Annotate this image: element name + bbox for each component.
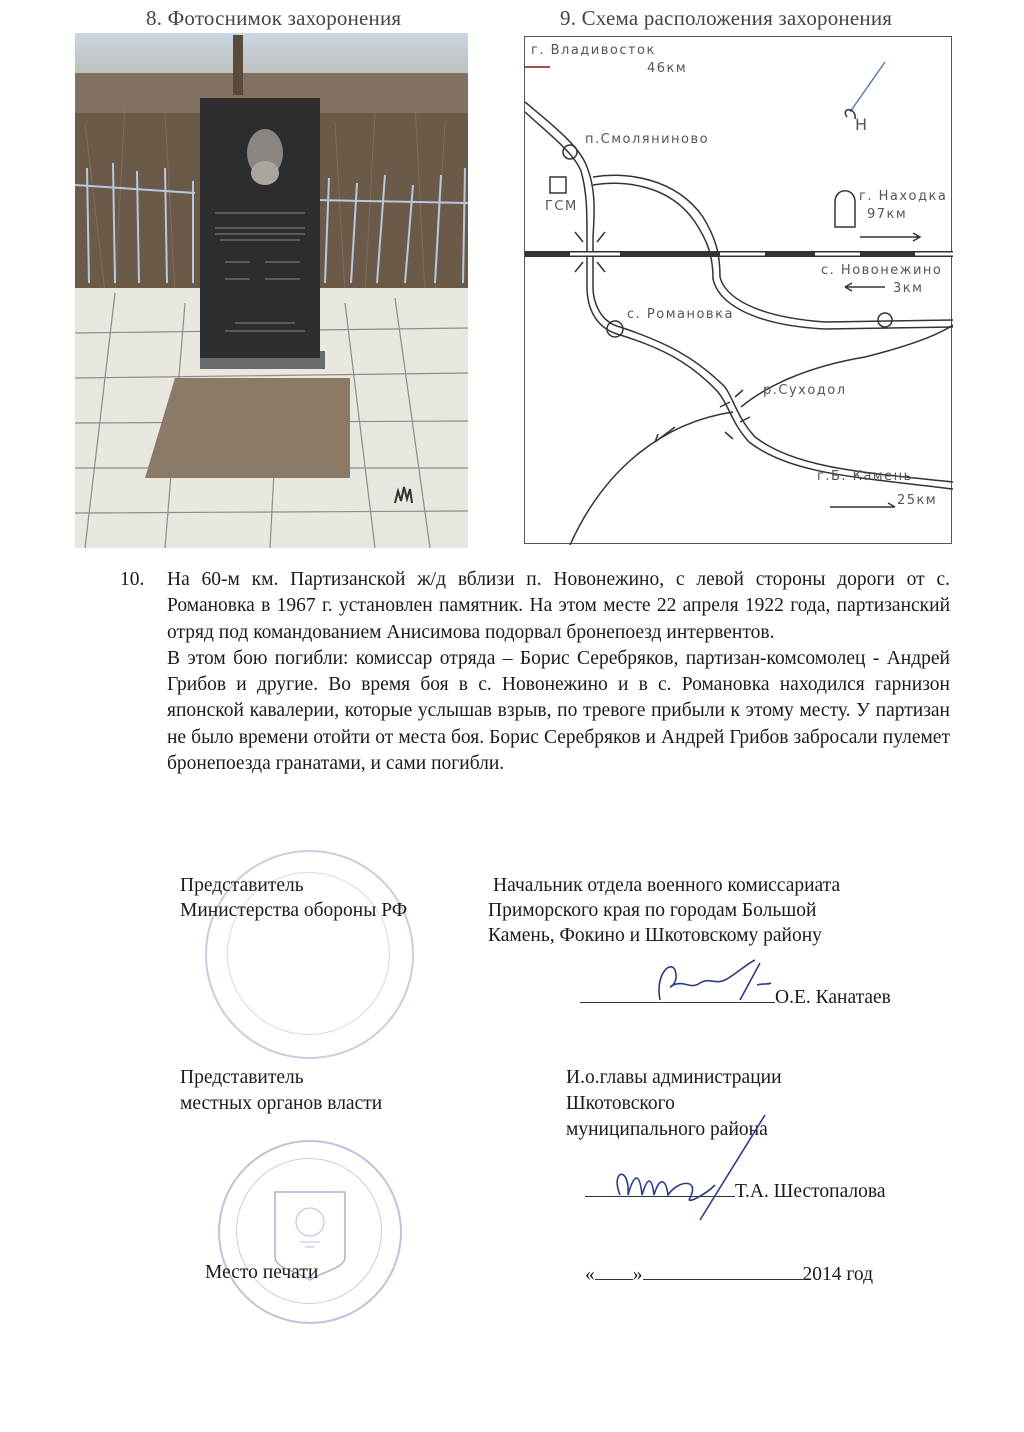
burial-description [120, 567, 950, 777]
map-label-kamen-km: 25км [897, 493, 938, 508]
commissar-title-2: Приморского края по городам Большой [488, 900, 817, 921]
map-label-gsm: ГСМ [545, 199, 578, 214]
mod-representative-label-2: Министерства обороны РФ [180, 900, 408, 921]
map-label-north: Н [855, 115, 869, 134]
date-year: 2014 год [802, 1264, 873, 1285]
date-close-quote: » [632, 1264, 643, 1285]
description-paragraph-2: В этом бою погибли: комиссар отряда – Борис Серебряков, партизан-комсомолец - Андрей Грибов и другие. Во время боя в с. Новонежино и в с. Романовка находился гарнизон японской кавалерии, которые услышав взрыв, по тревоге прибыли к этому месту. У партизан не было времени отойти от места боя. Борис Серебряков и Андрей Грибов забросали пулемет бронепоезда гранатами, и сами погибли. [167, 647, 950, 775]
map-label-kamen: г.Б. Камень [817, 469, 913, 484]
map-label-vladivostok: г. Владивосток [531, 43, 656, 58]
day-blank [595, 1261, 633, 1280]
commissar-title-1: Начальник отдела военного комиссариата [493, 875, 841, 896]
commissar-name: О.Е. Канатаев [775, 987, 891, 1008]
map-label-nakhodka: г. Находка [859, 189, 948, 204]
map-label-novonezhino-km: 3км [893, 281, 924, 296]
admin-title-3: муниципального района [566, 1119, 768, 1140]
commissar-title-3: Камень, Фокино и Шкотовскому району [488, 925, 822, 946]
mod-representative-label-1: Представитель [180, 875, 304, 896]
admin-signature [590, 1110, 770, 1230]
map-label-romanovka: с. Романовка [627, 307, 734, 322]
burial-photo [75, 33, 468, 548]
map-label-vladivostok-km: 46км [647, 61, 688, 76]
seal-place-label: Место печати [205, 1262, 319, 1283]
map-label-smolyaninovo: п.Смоляниново [585, 132, 710, 147]
municipal-seal [218, 1140, 402, 1324]
month-blank [643, 1261, 803, 1280]
map-caption: 9. Схема расположения захоронения [560, 6, 893, 30]
map-label-sukhodol: р.Суходол [763, 383, 847, 398]
commissar-signature [645, 955, 780, 1010]
admin-name: Т.А. Шестопалова [735, 1181, 886, 1202]
local-representative-label-2: местных органов власти [180, 1093, 383, 1114]
photo-caption: 8. Фотоснимок захоронения [146, 6, 402, 30]
admin-title-2: Шкотовского [566, 1093, 675, 1114]
date-open-quote: « [585, 1264, 595, 1285]
map-label-novonezhino: с. Новонежино [821, 263, 943, 278]
description-paragraph-1: На 60-м км. Партизанской ж/д вблизи п. Новонежино, с левой стороны дороги от с. Романовка в 1967 г. установлен памятник. На этом месте 22 апреля 1922 года, партизанский отряд под командованием Анисимова подорвал бронепоезд интервентов. [167, 569, 950, 643]
memorial-photo-image [75, 33, 468, 548]
location-map [524, 36, 952, 544]
date-line [585, 1261, 873, 1287]
item-number: 10. [120, 569, 145, 590]
map-label-nakhodka-km: 97км [867, 207, 908, 222]
admin-title-1: И.о.главы администрации [566, 1067, 782, 1088]
local-representative-label-1: Представитель [180, 1067, 304, 1088]
